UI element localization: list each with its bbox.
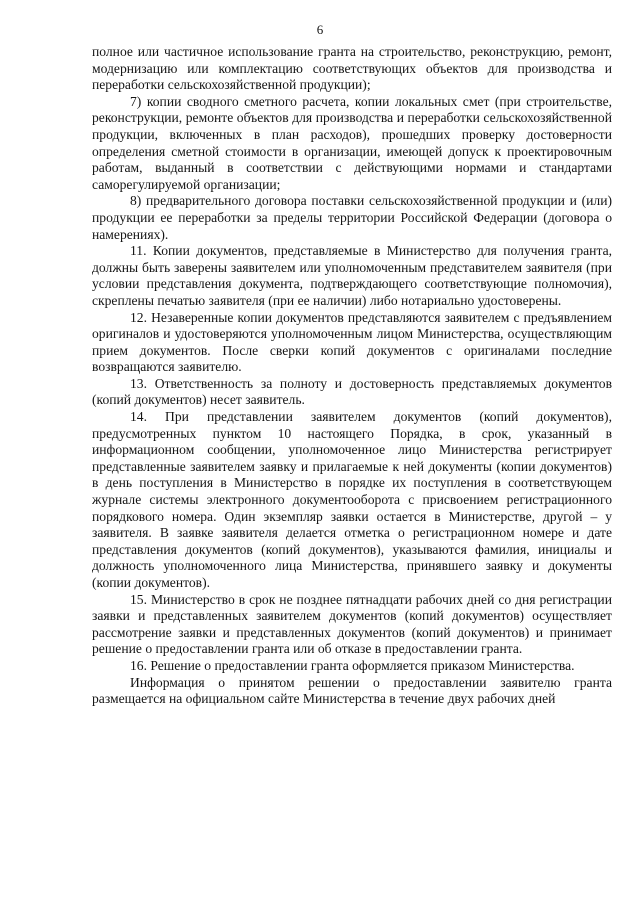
paragraph-intro-continuation: полное или частичное использование гранта на строительство, реконструкцию, ремонт, модернизацию или комплектацию соответствующих объектов для производства и переработки сельскохозяйственной продукции);	[92, 44, 612, 93]
paragraph-information-notice: Информация о принятом решении о предоставлении заявителю гранта размещается на официальном сайте Министерства в течение двух рабочих дней	[92, 674, 612, 707]
paragraph-clause-14: 14. При представлении заявителем документов (копий документов), предусмотренных пунктом 10 настоящего Порядка, в срок, указанный в информационном сообщении, уполномоченное лицо Министерства регистрирует представленные заявителем заявку и прилагаемые к ней документы (копии документов) в день поступления в Министерство в порядке их поступления в соответствующем журнале системы электронного документооборота с присвоением регистрационного порядкового номера. Один экземпляр заявки остается в Министерстве, другой – у заявителя. В заявке заявителя делается отметка о регистрационном номере и дате представления документов (копий документов), указываются фамилия, инициалы и должность уполномоченного лица Министерства, принявшего заявку и документы (копии документов).	[92, 409, 612, 590]
page-number: 6	[316, 22, 324, 37]
paragraph-clause-12: 12. Незаверенные копии документов представляются заявителем с предъявлением оригиналов и удостоверяются уполномоченным лицом Министерства, осуществляющим прием документов. После сверки копий документов с оригиналами последние возвращаются заявителю.	[92, 309, 612, 375]
paragraph-clause-16: 16. Решение о предоставлении гранта оформляется приказом Министерства.	[130, 657, 575, 673]
paragraph-clause-11: 11. Копии документов, представляемые в Министерство для получения гранта, должны быть заверены заявителем или уполномоченным представителем заявителя (при условии представления документа, подтверждающего соответствующие полномочия), скреплены печатью заявителя (при ее наличии) либо нотариально удостоверены.	[92, 243, 612, 308]
paragraph-clause-15: 15. Министерство в срок не позднее пятнадцати рабочих дней со дня регистрации заявки и представленных заявителем документов (копий документов) осуществляет рассмотрение заявки и представленных документов (копий документов) и принимает решение о предоставлении гранта или об отказе в предоставлении гранта.	[92, 591, 612, 657]
document-body	[92, 44, 612, 708]
paragraph-item-8: 8) предварительного договора поставки сельскохозяйственной продукции и (или) продукции ее переработки за пределы территории Российской Федерации (договора о намерениях).	[92, 193, 612, 242]
paragraph-item-7: 7) копии сводного сметного расчета, копии локальных смет (при строительстве, реконструкции, ремонте объектов для производства и переработки сельскохозяйственной продукции, включенных в план расходов), прошедших проверку достоверности определения сметной стоимости в организации, имеющей допуск к проектировочным работам, выданный в соответствии с действующими нормами и стандартами саморегулируемой организации;	[92, 93, 612, 192]
paragraph-clause-13: 13. Ответственность за полноту и достоверность представляемых документов (копий документов) несет заявитель.	[92, 375, 612, 408]
